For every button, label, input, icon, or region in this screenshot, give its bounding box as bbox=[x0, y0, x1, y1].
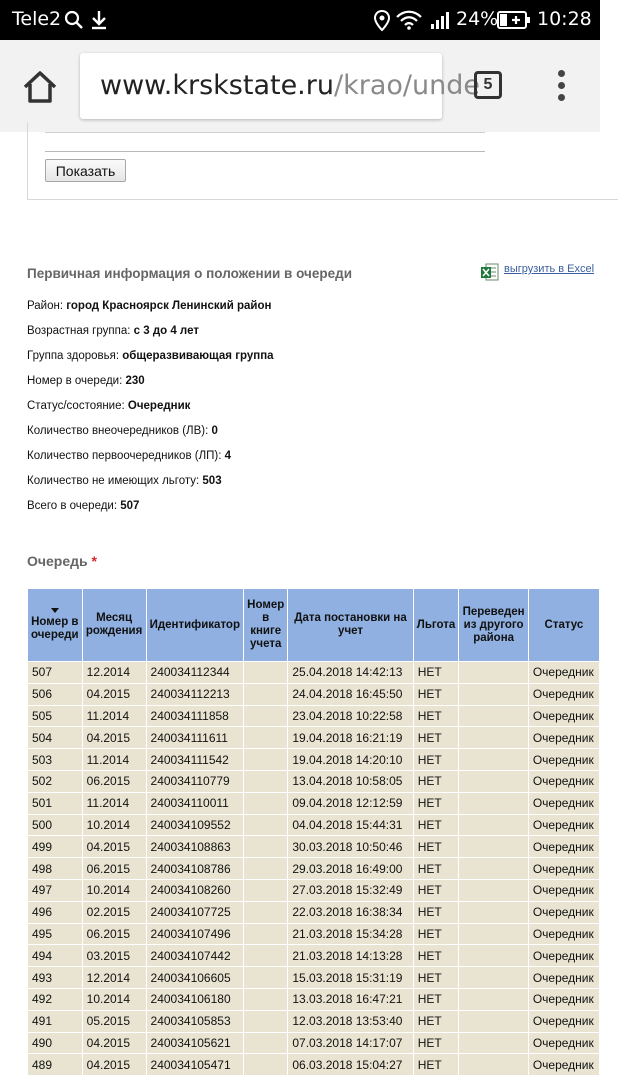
export-excel-link[interactable]: выгрузить в Excel bbox=[504, 263, 595, 275]
cell-birth-month: 12.2014 bbox=[82, 967, 146, 989]
cell-benefit: НЕТ bbox=[413, 1054, 459, 1076]
cell-identifier: 240034108786 bbox=[146, 858, 244, 880]
cell-identifier: 240034107442 bbox=[146, 945, 244, 967]
cell-registration-date: 27.03.2018 15:32:49 bbox=[288, 879, 413, 901]
cell-queue-number: 497 bbox=[28, 879, 83, 901]
cell-queue-number: 501 bbox=[28, 792, 83, 814]
info-priority-count bbox=[27, 450, 231, 462]
clock: 10:28 bbox=[537, 8, 592, 30]
download-icon bbox=[90, 10, 108, 30]
col-header-status[interactable]: Статус bbox=[528, 589, 599, 662]
cell-birth-month: 10.2014 bbox=[82, 988, 146, 1010]
cell-registration-date: 09.04.2018 12:12:59 bbox=[288, 792, 413, 814]
cell-book-number bbox=[244, 662, 288, 684]
home-icon bbox=[20, 67, 60, 107]
cell-book-number bbox=[244, 1010, 288, 1032]
info-queue-number bbox=[27, 375, 145, 387]
info-status bbox=[27, 400, 190, 412]
cell-identifier: 240034106180 bbox=[146, 988, 244, 1010]
cell-registration-date: 25.04.2018 14:42:13 bbox=[288, 662, 413, 684]
table-row bbox=[28, 792, 600, 814]
cell-status: Очередник bbox=[528, 1054, 599, 1076]
cell-benefit: НЕТ bbox=[413, 836, 459, 858]
cell-queue-number: 495 bbox=[28, 923, 83, 945]
table-row bbox=[28, 836, 600, 858]
cell-book-number bbox=[244, 945, 288, 967]
cell-transferred bbox=[459, 836, 528, 858]
col-header-registration-date[interactable]: Дата постановки на учет bbox=[288, 589, 413, 662]
cell-transferred bbox=[459, 945, 528, 967]
cell-queue-number: 498 bbox=[28, 858, 83, 880]
show-button[interactable]: Показать bbox=[45, 159, 126, 182]
cell-identifier: 240034110011 bbox=[146, 792, 244, 814]
cell-birth-month: 11.2014 bbox=[82, 705, 146, 727]
battery-percent: 24% bbox=[456, 8, 499, 30]
cell-benefit: НЕТ bbox=[413, 1010, 459, 1032]
cell-status: Очередник bbox=[528, 923, 599, 945]
overflow-menu-button[interactable] bbox=[555, 70, 567, 104]
info-health-group bbox=[27, 350, 274, 362]
cell-transferred bbox=[459, 814, 528, 836]
browser-toolbar bbox=[0, 40, 600, 132]
info-age-group bbox=[27, 325, 199, 337]
cell-registration-date: 23.04.2018 10:22:58 bbox=[288, 705, 413, 727]
table-row bbox=[28, 967, 600, 989]
col-header-birth-month[interactable]: Месяц рождения bbox=[82, 589, 146, 662]
cell-status: Очередник bbox=[528, 792, 599, 814]
cell-transferred bbox=[459, 770, 528, 792]
cell-birth-month: 12.2014 bbox=[82, 662, 146, 684]
cell-transferred bbox=[459, 1054, 528, 1076]
menu-dot-icon bbox=[558, 82, 565, 89]
cell-status: Очередник bbox=[528, 1032, 599, 1054]
cell-birth-month: 11.2014 bbox=[82, 749, 146, 771]
cell-book-number bbox=[244, 792, 288, 814]
cell-queue-number: 500 bbox=[28, 814, 83, 836]
cell-benefit: НЕТ bbox=[413, 705, 459, 727]
cell-status: Очередник bbox=[528, 770, 599, 792]
cell-book-number bbox=[244, 923, 288, 945]
required-mark: * bbox=[91, 553, 97, 569]
cell-registration-date: 30.03.2018 10:50:46 bbox=[288, 836, 413, 858]
cell-identifier: 240034111542 bbox=[146, 749, 244, 771]
col-header-queue-number[interactable] bbox=[28, 589, 83, 662]
cell-registration-date: 12.03.2018 13:53:40 bbox=[288, 1010, 413, 1032]
cell-queue-number: 505 bbox=[28, 705, 83, 727]
cell-status: Очередник bbox=[528, 967, 599, 989]
cell-birth-month: 04.2015 bbox=[82, 1032, 146, 1054]
cell-status: Очередник bbox=[528, 749, 599, 771]
form-divider bbox=[45, 151, 485, 152]
cell-benefit: НЕТ bbox=[413, 901, 459, 923]
cell-transferred bbox=[459, 749, 528, 771]
cell-registration-date: 19.04.2018 16:21:19 bbox=[288, 727, 413, 749]
cell-identifier: 240034109552 bbox=[146, 814, 244, 836]
cell-registration-date: 13.03.2018 16:47:21 bbox=[288, 988, 413, 1010]
info-total bbox=[27, 500, 139, 512]
cell-queue-number: 496 bbox=[28, 901, 83, 923]
cell-queue-number: 489 bbox=[28, 1054, 83, 1076]
cell-status: Очередник bbox=[528, 727, 599, 749]
cell-identifier: 240034106605 bbox=[146, 967, 244, 989]
cell-status: Очередник bbox=[528, 988, 599, 1010]
cell-transferred bbox=[459, 967, 528, 989]
cell-birth-month: 06.2015 bbox=[82, 923, 146, 945]
table-row bbox=[28, 749, 600, 771]
cell-transferred bbox=[459, 1032, 528, 1054]
cell-birth-month: 11.2014 bbox=[82, 792, 146, 814]
cell-identifier: 240034105621 bbox=[146, 1032, 244, 1054]
cell-registration-date: 06.03.2018 15:04:27 bbox=[288, 1054, 413, 1076]
table-row bbox=[28, 662, 600, 684]
address-bar[interactable] bbox=[80, 53, 480, 119]
cell-book-number bbox=[244, 727, 288, 749]
cell-transferred bbox=[459, 858, 528, 880]
cell-transferred bbox=[459, 988, 528, 1010]
info-extraordinary-count bbox=[27, 425, 218, 437]
info-label: Количество внеочередников (ЛВ): bbox=[27, 425, 212, 437]
cell-book-number bbox=[244, 770, 288, 792]
battery-charging-icon bbox=[497, 11, 531, 29]
cell-status: Очередник bbox=[528, 879, 599, 901]
info-value: с 3 до 4 лет bbox=[133, 325, 199, 337]
cell-queue-number: 504 bbox=[28, 727, 83, 749]
cell-registration-date: 15.03.2018 15:31:19 bbox=[288, 967, 413, 989]
cell-identifier: 240034111858 bbox=[146, 705, 244, 727]
cell-identifier: 240034105853 bbox=[146, 1010, 244, 1032]
cell-book-number bbox=[244, 1054, 288, 1076]
cell-status: Очередник bbox=[528, 683, 599, 705]
home-button[interactable] bbox=[20, 67, 60, 107]
cell-status: Очередник bbox=[528, 945, 599, 967]
table-row bbox=[28, 1010, 600, 1032]
wifi-icon bbox=[396, 10, 422, 30]
signal-icon bbox=[430, 10, 452, 30]
cell-transferred bbox=[459, 705, 528, 727]
cell-queue-number: 493 bbox=[28, 967, 83, 989]
cell-birth-month: 10.2014 bbox=[82, 879, 146, 901]
col-header-transferred[interactable]: Переведен из другого района bbox=[459, 589, 528, 662]
cell-registration-date: 22.03.2018 16:38:34 bbox=[288, 901, 413, 923]
cell-registration-date: 07.03.2018 14:17:07 bbox=[288, 1032, 413, 1054]
cell-registration-date: 21.03.2018 15:34:28 bbox=[288, 923, 413, 945]
cell-queue-number: 494 bbox=[28, 945, 83, 967]
cell-queue-number: 491 bbox=[28, 1010, 83, 1032]
cell-queue-number: 507 bbox=[28, 662, 83, 684]
info-value: общеразвивающая группа bbox=[122, 350, 274, 362]
queue-title-text: Очередь bbox=[27, 553, 88, 569]
cell-benefit: НЕТ bbox=[413, 967, 459, 989]
table-row bbox=[28, 814, 600, 836]
cell-benefit: НЕТ bbox=[413, 749, 459, 771]
cell-registration-date: 13.04.2018 10:58:05 bbox=[288, 770, 413, 792]
table-row bbox=[28, 1054, 600, 1076]
cell-queue-number: 502 bbox=[28, 770, 83, 792]
cell-status: Очередник bbox=[528, 858, 599, 880]
cell-identifier: 240034108863 bbox=[146, 836, 244, 858]
cell-birth-month: 04.2015 bbox=[82, 727, 146, 749]
cell-birth-month: 06.2015 bbox=[82, 770, 146, 792]
table-row bbox=[28, 945, 600, 967]
status-bar bbox=[0, 0, 600, 40]
cell-birth-month: 04.2015 bbox=[82, 836, 146, 858]
cell-book-number bbox=[244, 749, 288, 771]
cell-birth-month: 04.2015 bbox=[82, 1054, 146, 1076]
cell-benefit: НЕТ bbox=[413, 727, 459, 749]
cell-benefit: НЕТ bbox=[413, 792, 459, 814]
cell-benefit: НЕТ bbox=[413, 662, 459, 684]
cell-identifier: 240034112213 bbox=[146, 683, 244, 705]
info-district bbox=[27, 300, 271, 312]
col-header-benefit[interactable]: Льгота bbox=[413, 589, 459, 662]
cell-status: Очередник bbox=[528, 705, 599, 727]
info-label: Статус/состояние: bbox=[27, 400, 128, 412]
cell-benefit: НЕТ bbox=[413, 945, 459, 967]
info-value: город Красноярск Ленинский район bbox=[66, 300, 272, 312]
table-header-row bbox=[28, 589, 600, 662]
queue-title bbox=[27, 553, 97, 569]
info-value: 503 bbox=[202, 475, 222, 487]
url-host: www.krskstate.ru bbox=[100, 70, 334, 101]
cell-status: Очередник bbox=[528, 662, 599, 684]
cell-benefit: НЕТ bbox=[413, 879, 459, 901]
tab-switcher-button[interactable]: 5 bbox=[474, 71, 502, 99]
form-divider bbox=[45, 132, 485, 133]
cell-transferred bbox=[459, 1010, 528, 1032]
cell-queue-number: 503 bbox=[28, 749, 83, 771]
cell-registration-date: 29.03.2018 16:49:00 bbox=[288, 858, 413, 880]
cell-book-number bbox=[244, 988, 288, 1010]
cell-identifier: 240034111611 bbox=[146, 727, 244, 749]
table-row bbox=[28, 879, 600, 901]
cell-transferred bbox=[459, 923, 528, 945]
cell-registration-date: 24.04.2018 16:45:50 bbox=[288, 683, 413, 705]
carrier-name: Tele2 bbox=[12, 8, 62, 30]
cell-benefit: НЕТ bbox=[413, 923, 459, 945]
cell-book-number bbox=[244, 683, 288, 705]
cell-identifier: 240034110779 bbox=[146, 770, 244, 792]
col-header-book-number[interactable]: Номер в книге учета bbox=[244, 589, 288, 662]
cell-book-number bbox=[244, 705, 288, 727]
col-header-label: Номер в очереди bbox=[31, 616, 79, 641]
table-row bbox=[28, 901, 600, 923]
table-row bbox=[28, 770, 600, 792]
cell-transferred bbox=[459, 662, 528, 684]
info-label: Группа здоровья: bbox=[27, 350, 123, 362]
table-row bbox=[28, 923, 600, 945]
cell-identifier: 240034105471 bbox=[146, 1054, 244, 1076]
table-row bbox=[28, 705, 600, 727]
cell-book-number bbox=[244, 901, 288, 923]
cell-identifier: 240034112344 bbox=[146, 662, 244, 684]
cell-status: Очередник bbox=[528, 1010, 599, 1032]
cell-identifier: 240034107496 bbox=[146, 923, 244, 945]
search-icon bbox=[64, 10, 84, 30]
cell-queue-number: 506 bbox=[28, 683, 83, 705]
info-value: 507 bbox=[120, 500, 140, 512]
cell-benefit: НЕТ bbox=[413, 1032, 459, 1054]
cell-book-number bbox=[244, 879, 288, 901]
excel-icon bbox=[481, 263, 499, 281]
info-label: Номер в очереди: bbox=[27, 375, 126, 387]
cell-benefit: НЕТ bbox=[413, 858, 459, 880]
cell-queue-number: 499 bbox=[28, 836, 83, 858]
table-row bbox=[28, 683, 600, 705]
cell-birth-month: 03.2015 bbox=[82, 945, 146, 967]
url-text bbox=[100, 70, 480, 101]
info-title: Первичная информация о положении в очереди bbox=[27, 266, 352, 281]
table-body bbox=[28, 662, 600, 1076]
table-row bbox=[28, 727, 600, 749]
table-row bbox=[28, 1032, 600, 1054]
cell-book-number bbox=[244, 967, 288, 989]
queue-table bbox=[27, 588, 600, 1076]
cell-birth-month: 04.2015 bbox=[82, 683, 146, 705]
info-label: Район: bbox=[27, 300, 67, 312]
info-value: Очередник bbox=[127, 400, 191, 412]
info-no-benefit-count bbox=[27, 475, 222, 487]
cell-book-number bbox=[244, 858, 288, 880]
cell-birth-month: 05.2015 bbox=[82, 1010, 146, 1032]
info-label: Количество первоочередников (ЛП): bbox=[27, 450, 225, 462]
cell-book-number bbox=[244, 836, 288, 858]
cell-status: Очередник bbox=[528, 901, 599, 923]
cell-transferred bbox=[459, 901, 528, 923]
info-value: 230 bbox=[125, 375, 145, 387]
cell-book-number bbox=[244, 814, 288, 836]
col-header-identifier[interactable]: Идентификатор bbox=[146, 589, 244, 662]
cell-identifier: 240034107725 bbox=[146, 901, 244, 923]
menu-dot-icon bbox=[558, 94, 565, 101]
info-label: Возрастная группа: bbox=[27, 325, 134, 337]
info-label: Количество не имеющих льготу: bbox=[27, 475, 203, 487]
cell-birth-month: 06.2015 bbox=[82, 858, 146, 880]
cell-birth-month: 02.2015 bbox=[82, 901, 146, 923]
cell-transferred bbox=[459, 879, 528, 901]
cell-benefit: НЕТ bbox=[413, 683, 459, 705]
table-row bbox=[28, 858, 600, 880]
cell-queue-number: 490 bbox=[28, 1032, 83, 1054]
info-value: 0 bbox=[211, 425, 218, 437]
cell-registration-date: 21.03.2018 14:13:28 bbox=[288, 945, 413, 967]
url-path: /krao/unde bbox=[333, 70, 480, 101]
cell-identifier: 240034108260 bbox=[146, 879, 244, 901]
cell-benefit: НЕТ bbox=[413, 814, 459, 836]
menu-dot-icon bbox=[558, 70, 565, 77]
sort-desc-icon bbox=[51, 608, 59, 613]
cell-benefit: НЕТ bbox=[413, 770, 459, 792]
cell-transferred bbox=[459, 683, 528, 705]
location-icon bbox=[374, 10, 390, 31]
info-value: 4 bbox=[224, 450, 232, 462]
cell-transferred bbox=[459, 792, 528, 814]
cell-status: Очередник bbox=[528, 836, 599, 858]
cell-book-number bbox=[244, 1032, 288, 1054]
table-row bbox=[28, 988, 600, 1010]
cell-registration-date: 04.04.2018 15:44:31 bbox=[288, 814, 413, 836]
cell-registration-date: 19.04.2018 14:20:10 bbox=[288, 749, 413, 771]
info-label: Всего в очереди: bbox=[27, 500, 121, 512]
cell-benefit: НЕТ bbox=[413, 988, 459, 1010]
page-content bbox=[0, 132, 600, 1072]
cell-transferred bbox=[459, 727, 528, 749]
cell-queue-number: 492 bbox=[28, 988, 83, 1010]
cell-status: Очередник bbox=[528, 814, 599, 836]
cell-birth-month: 10.2014 bbox=[82, 814, 146, 836]
